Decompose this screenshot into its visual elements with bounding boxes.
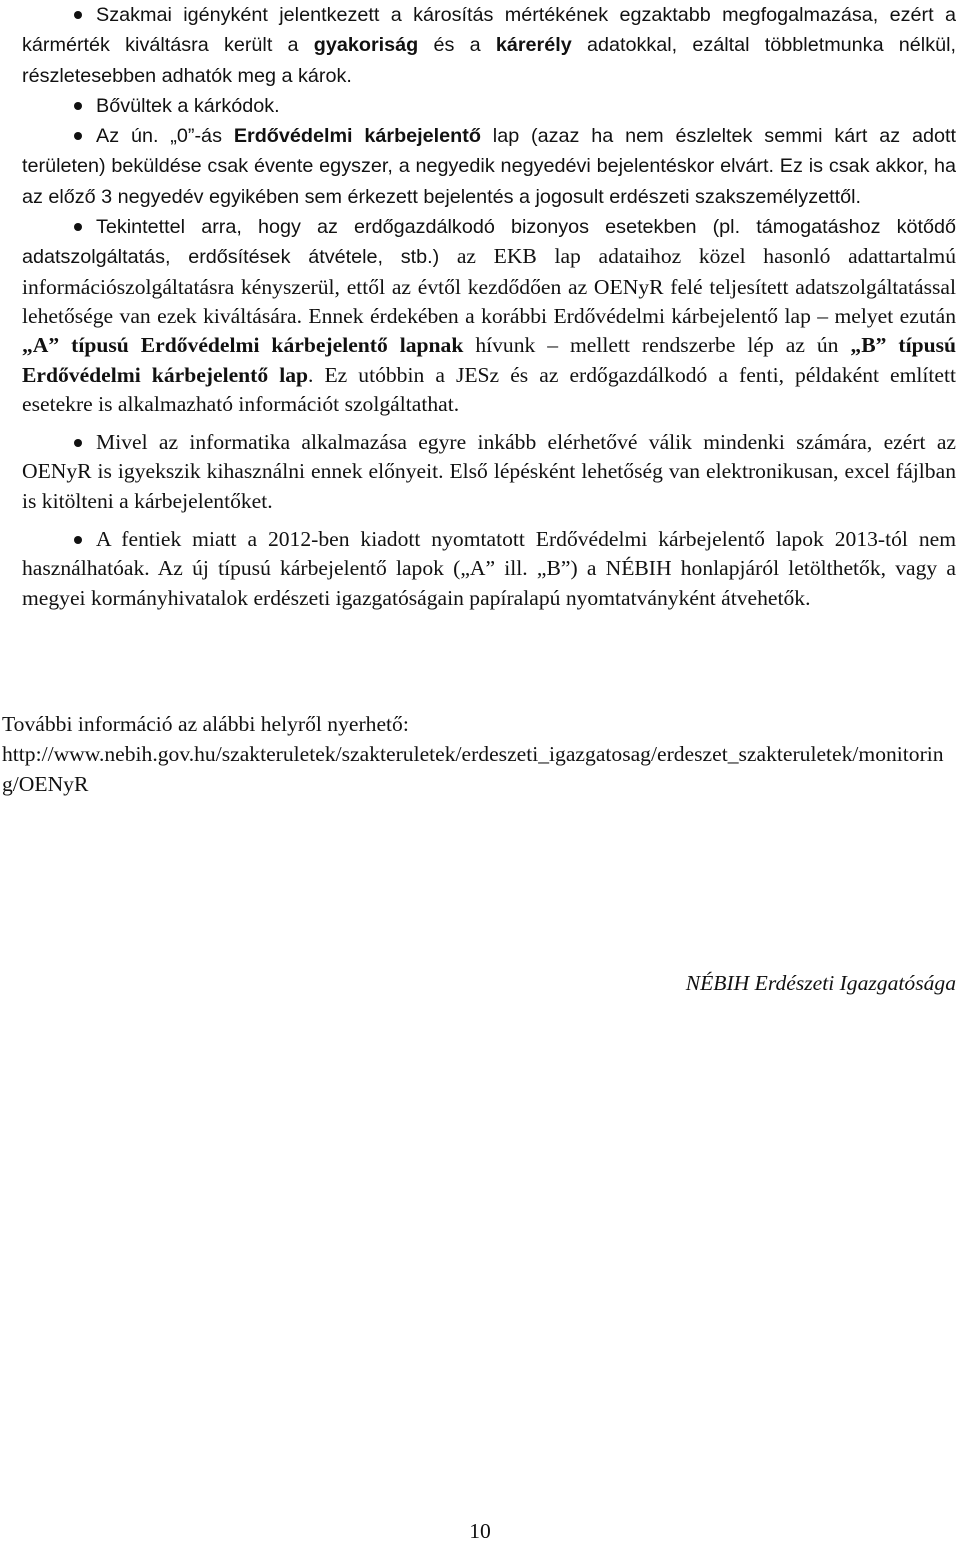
text-segment: Bővültek a kárkódok. — [96, 94, 280, 117]
bullet-item — [22, 0, 956, 91]
text-segment-bold: gyakoriság — [313, 34, 419, 57]
bullet-item — [22, 212, 956, 419]
bullet-item — [22, 428, 956, 516]
bullet-dot-icon — [74, 536, 82, 544]
text-segment: és a — [418, 34, 496, 57]
text-segment: Szakmai igényként jelentkezett a károsítás mértékének egzaktabb megfogalmazása, ezért a kármérték kiváltásra került a — [22, 4, 956, 57]
text-segment: az EKB lap adataihoz közel hasonló adattartalmú információszolgáltatásra kényszerül, ettől az évtől kezdődően az OENyR felé teljesített adatszolgáltatással lehetősége van ezek kiváltására. Ennek érdekében a korábbi Erdővédelmi kárbejelentő lap – melyet ezután — [22, 244, 956, 328]
more-info-block — [2, 709, 958, 799]
text-segment: . Ez utóbbin a JESz és az erdőgazdálkodó a fenti, példaként említett esetekre is alkalmazható információt szolgáltathat. — [22, 362, 957, 416]
bullet-dot-icon — [74, 223, 82, 231]
bullet-dot-icon — [74, 102, 82, 110]
text-segment: Az ún. „0”-ás — [96, 125, 234, 148]
bullet-dot-icon — [74, 132, 82, 140]
text-segment-bold: Erdővédelmi kárbejelentő — [233, 125, 481, 148]
text-segment-bold: „A” típusú Erdővédelmi kárbejelentő lapnak — [22, 333, 464, 358]
text-segment: adatokkal, ezáltal többletmunka nélkül, részletesebben adhatók meg a károk. — [22, 34, 956, 87]
text-segment-bold: „B” típusú Erdővédelmi kárbejelentő lap — [22, 333, 956, 387]
bullet-item — [22, 91, 956, 121]
page-number: 10 — [469, 1519, 491, 1543]
bullet-item — [22, 525, 956, 613]
bullet-item — [22, 121, 956, 212]
bullet-dot-icon — [74, 11, 82, 19]
bullet-dot-icon — [74, 439, 82, 447]
signature: NÉBIH Erdészeti Igazgatósága — [685, 971, 956, 995]
text-segment-bold: kárerély — [495, 34, 572, 57]
more-info-intro: További információ az alábbi helyről nyerhető: — [2, 712, 409, 736]
bullet-list — [22, 0, 956, 613]
text-segment: Mivel az informatika alkalmazása egyre inkább elérhetővé válik mindenki számára, ezért az OENyR is igyekszik kihasználni ennek előnyeit. Első lépésként lehetőség van elektronikusan, excel fájlban is kitölteni a kárbejelentőket. — [22, 430, 956, 513]
text-segment: Tekintettel arra, hogy az erdőgazdálkodó bizonyos esetekben (pl. támogatáshoz kötődő adatszolgáltatás, erdősítések átvétele, stb.) — [22, 216, 956, 269]
more-info-url[interactable]: http://www.nebih.gov.hu/szakteruletek/szakteruletek/erdeszeti_igazgatosag/erdeszet_szakteruletek/monitoring/OENyR — [2, 742, 944, 796]
text-segment: hívunk – mellett rendszerbe lép az ún — [463, 333, 851, 358]
text-segment: lap (azaz ha nem észleltek semmi kárt az adott területen) beküldése csak évente egyszer, a negyedik negyedévi bejelentéskor elvárt. Ez is csak akkor, ha az előző 3 negyedév egyikében sem érkezett bejelentés a jogosult erdészeti szakszemélyzettől. — [22, 125, 956, 208]
text-segment: A fentiek miatt a 2012-ben kiadott nyomtatott Erdővédelmi kárbejelentő lapok 2013-tól nem használhatóak. Az új típusú kárbejelentő lapok („A” ill. „B”) a NÉBIH honlapjáról letölthetők, vagy a megyei kormányhivatalok erdészeti igazgatóságain papíralapú nyomtatványként átvehetők. — [22, 527, 956, 610]
